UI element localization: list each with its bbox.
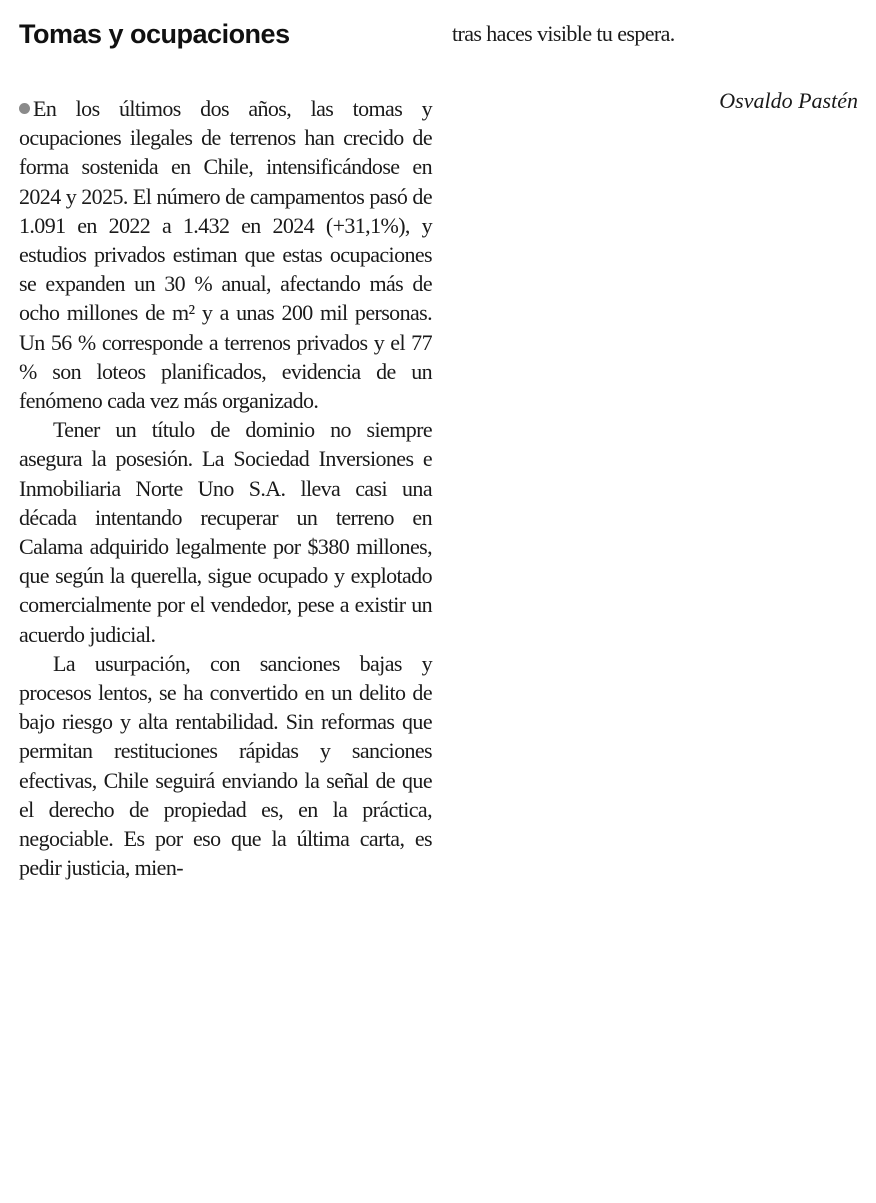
right-column — [452, 14, 858, 115]
author-signature: Osvaldo Pastén — [719, 88, 858, 113]
article-paragraph-3: La usurpación, con sanciones bajas y procesos lentos, se ha convertido en un delito de bajo riesgo y alta rentabilidad. Sin reformas que permitan restituciones rápidas y sanciones efectivas, Chile seguirá enviando la señal de que el derecho de propiedad es, en la práctica, negociable. Es por eso que la última carta, es pedir justicia, mien- — [19, 650, 432, 881]
bullet-icon — [19, 103, 30, 114]
article-paragraph-1 — [19, 94, 432, 415]
paragraph-1-text: En los últimos dos años, las tomas y ocupaciones ilegales de terrenos han crecido de forma sostenida en Chile, intensificándose en 2024 y 2025. El número de campamentos pasó de 1.091 en 2022 a 1.432 en 2024 (+31,1%), y estudios privados estiman que estas ocupaciones se expanden un 30 % anual, afectando más de ocho millones de m² y a unas 200 mil personas. Un 56 % corresponde a terrenos privados y el 77 % son loteos planificados, evidencia de un fenómeno cada vez más organizado. — [19, 96, 432, 414]
article-continuation: tras haces visible tu espera. — [452, 21, 675, 46]
article-headline: Tomas y ocupaciones — [19, 19, 290, 49]
article-paragraph-2: Tener un título de dominio no siempre asegura la posesión. La Sociedad Inversiones e Inmobiliaria Norte Uno S.A. lleva casi una década intentando recuperar un terreno en Calama adquirido legalmente por $380 millones, que según la querella, sigue ocupado y explotado comercialmente por el vendedor, pese a existir un acuerdo judicial. — [19, 417, 432, 647]
left-column — [19, 14, 432, 882]
